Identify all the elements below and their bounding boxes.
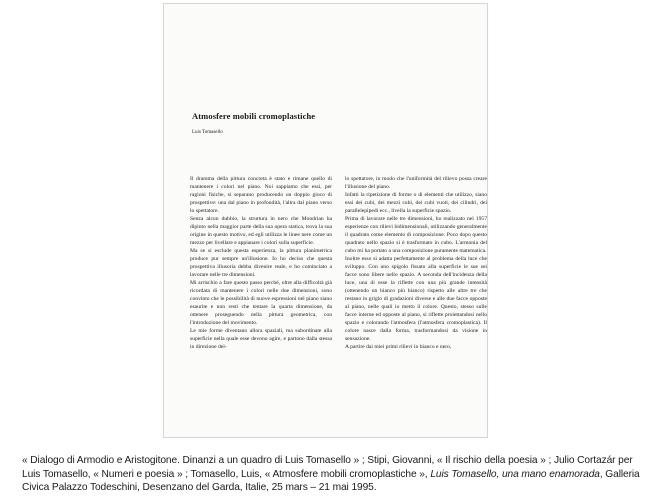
- caption-text-end: , Galleria Civica Palazzo Todeschini, Desenzano del Garda, Italie, 25 mars – 21 mai 1995.: [22, 468, 640, 493]
- document-title: Atmosfere mobili cromoplastiche: [192, 111, 316, 121]
- paragraph: Le mie forme diventano allora spaziali, ma subordinate alla superficie nella quale esse devono agire, e partono dalla stessa in direzione del-: [190, 328, 332, 351]
- left-text-column: [190, 175, 332, 351]
- caption-italic-title: Luis Tomasello, una mano enamorada: [430, 468, 600, 480]
- paragraph: Inoltre esso si adatta perfettamente al problema della luce che sviluppo. Con uno spigolo fissato alla superficie le sue sei facce sono libere nello spazio. A seconda dell'incidenza della luce, una di esse la riflette con una più grande intensità (ottenendo un bianco più bianco) rispetto alle altre tre che restano in grigio di gradazioni diverse e alle due facce opposte al piano, nelle quali io metto il colore. Questo, stesso sulle facce interne ed opposte al piano, si riflette proiettandosi nello spazio e colorando l'atmosfera (l'atmosfera cromoplastica). Il colore nasce dalla forma, trasformandosi da visione in sensazione.: [345, 256, 487, 343]
- paragraph: Infatti la ripetizione di forme o di elementi che utilizzo, siano essi dei cubi, dei mezzi cubi, dei cubi vuoti, dei cilindri, dei parallelepipedi ecc., livella la superficie spazio.: [345, 192, 487, 215]
- paragraph: Senza alcun dubbio, la struttura in nero che Mondrian ha dipinto nella maggior parte della sua opera statica, trova la sua origine in questo motivo, ed egli utilizza le linee nere come un mezzo per livellare e appianare i colori sulla superficie.: [190, 216, 332, 247]
- paragraph: Mi arrischio a fare questo passo perché, oltre alla difficoltà già ricordata di mantenere i colori nelle due dimensioni, sono convinto che le possibilità di nuove espressioni nel piano siano esaurite e non resti che tentare la quarta dimensione, da ottenere proseguendo nella pittura geometrica, con l'introduzione del movimento.: [190, 280, 332, 327]
- paragraph: A partire dai miei primi rilievi in bianco e nero,: [345, 344, 452, 351]
- paragraph: Il dramma della pittura concreta è stato e rimane quello di mantenere i colori nel piano. Noi sappiamo che essi, per ragioni fisiche, si separano producendo un doppio gioco di prospettive: una dal piano in profondità, l'altra dal piano verso lo spettatore.: [190, 176, 332, 215]
- paragraph: Prima di lavorare nelle tre dimensioni, ho realizzato nel 1957 esperienze con rilievi bidimensionali, utilizzando generalmente il quadrato come elemento di composizione. Poco dopo questo quadrato nello spazio si è trasformato in cubo. L'armonia del cubo mi ha portato a una composizione puramente matematica.: [345, 216, 487, 255]
- paragraph: lo spettatore, in modo che l'uniformità del rilievo possa creare l'illusione del piano.: [345, 176, 487, 191]
- paragraph: Ma se si esclude questa esperienza, la pittura planimetrica produce pur sempre un'illusione. Io ho deciso che questa prospettiva illusoria debba divenire reale, e ho cominciato a lavorare nelle tre dimensioni.: [190, 248, 332, 279]
- image-caption: [22, 454, 647, 495]
- document-author: Luis Tomasello: [192, 130, 223, 135]
- right-text-column: [345, 175, 487, 351]
- caption-text: « Dialogo di Armodio e Aristogitone. Dinanzi a un quadro di Luis Tomasello » ; Stipi, Giovanni, « Il rischio della poesia » ; Julio Cortazár per Luis Tomasello, « Numeri e poesia » ; Tomasello, Luis, « Atmosfere mobili cromoplastiche »,: [22, 455, 633, 480]
- document-page: [163, 3, 488, 438]
